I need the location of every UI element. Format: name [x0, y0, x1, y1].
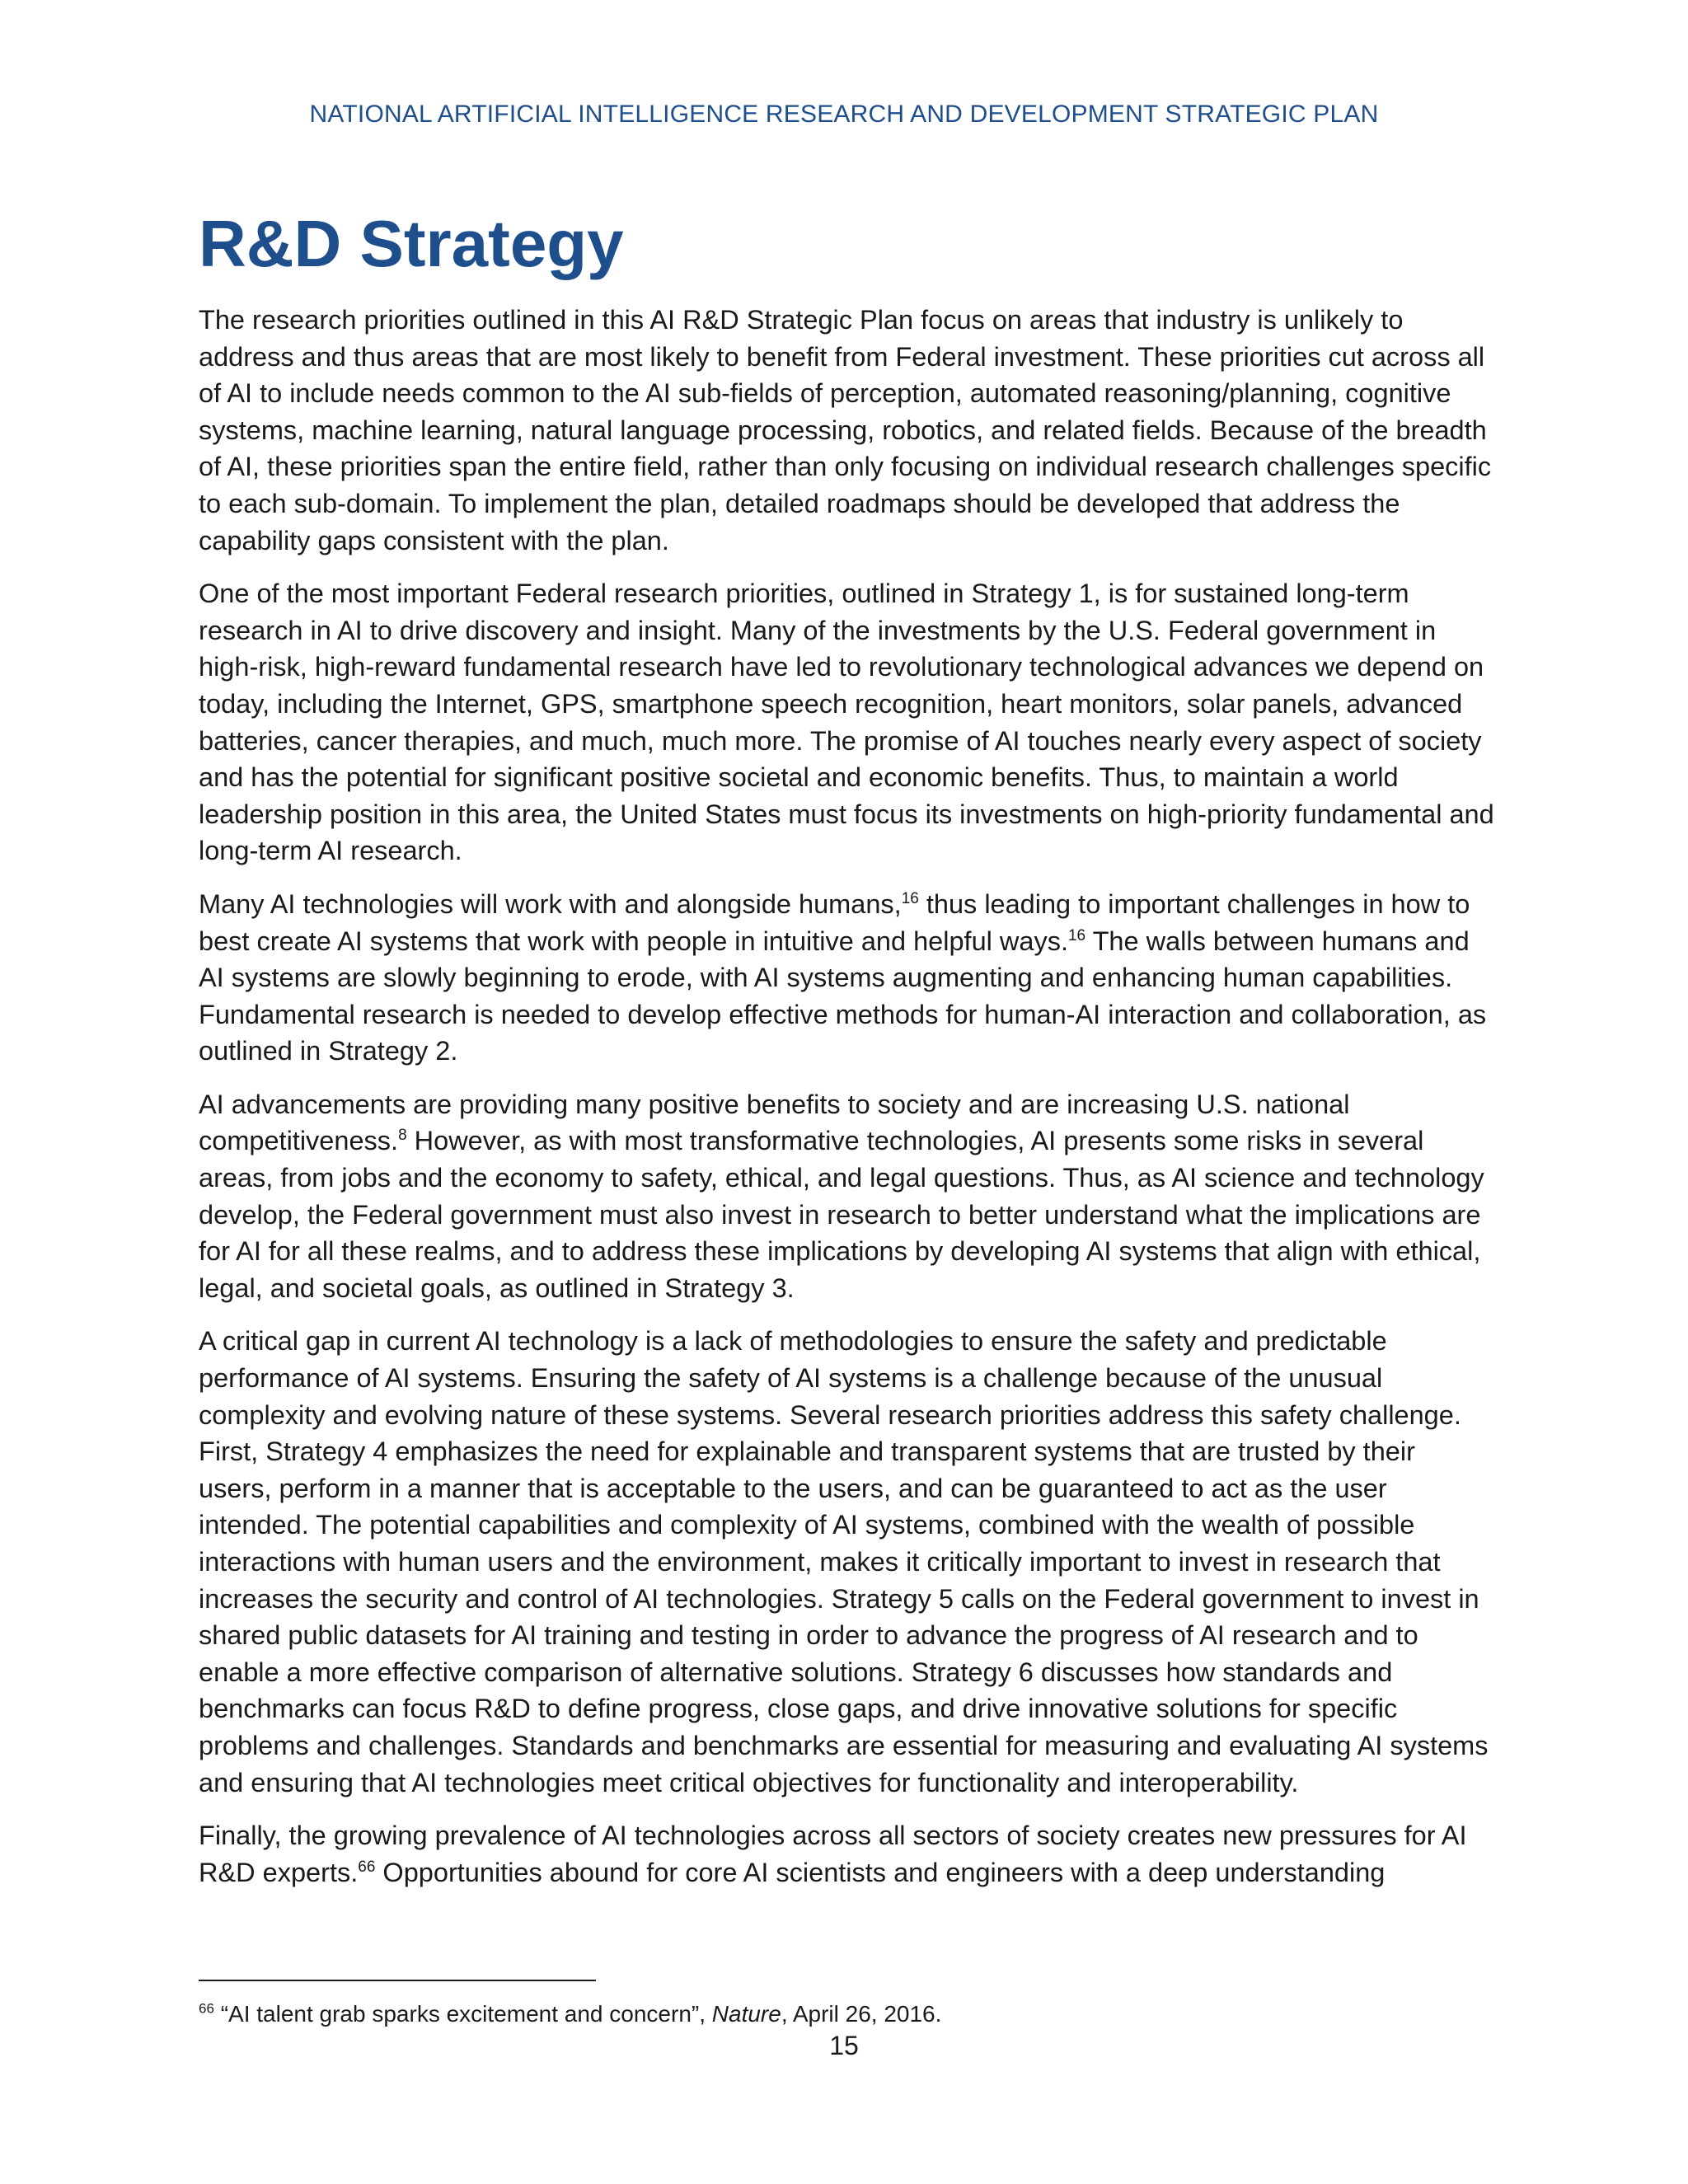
- footnote-number: 66: [199, 2000, 214, 2017]
- footnote-reference[interactable]: 16: [901, 890, 919, 908]
- paragraph-6-text-b: Opportunities abound for core AI scientists and engineers with a deep understanding: [375, 1857, 1386, 1887]
- running-header: NATIONAL ARTIFICIAL INTELLIGENCE RESEARCH AND DEVELOPMENT STRATEGIC PLAN: [309, 101, 1379, 128]
- paragraph-4: [199, 1086, 1494, 1307]
- page-number: 15: [829, 2031, 859, 2060]
- paragraph-6: [199, 1817, 1494, 1891]
- footnote-divider: [199, 1980, 596, 1981]
- paragraph-3-text-a: Many AI technologies will work with and alongside humans,: [199, 888, 902, 919]
- footnote-reference[interactable]: 8: [398, 1127, 407, 1145]
- paragraph-2: One of the most important Federal research priorities, outlined in Strategy 1, is for sustained long-term research in AI to drive discovery and insight. Many of the investments by the U.S. Federal government in high-risk, high-reward fundamental research have led to revolutionary technological advances we depend on today, including the Internet, GPS, smartphone speech recognition, heart monitors, solar panels, advanced batteries, cancer therapies, and much, much more. The promise of AI touches nearly every aspect of society and has the potential for significant positive societal and economic benefits. Thus, to maintain a world leadership position in this area, the United States must focus its investments on high-priority fundamental and long-term AI research.: [199, 579, 1494, 866]
- body-text: [199, 302, 1494, 1907]
- paragraph-4-text-b: However, as with most transformative technologies, AI presents some risks in several areas, from jobs and the economy to safety, ethical, and legal questions. Thus, as AI science and technology develop, the Federal government must also invest in research to better understand what the implications are for AI for all these realms, and to address these implications by developing AI systems that align with ethical, legal, and societal goals, as outlined in Strategy 3.: [199, 1126, 1484, 1303]
- footnote-reference[interactable]: 16: [1067, 926, 1086, 944]
- paragraph-3-text-b: thus leading to important challenges in how to best create AI systems that work with people in intuitive and helpful ways.: [199, 888, 1470, 956]
- section-title: R&D Strategy: [199, 207, 624, 280]
- paragraph-1: The research priorities outlined in this AI R&D Strategic Plan focus on areas that industry is unlikely to address and thus areas that are most likely to benefit from Federal investment. These priorities cut across all of AI to include needs common to the AI sub-fields of perception, automated reasoning/planning, cognitive systems, machine learning, natural language processing, robotics, and related fields. Because of the breadth of AI, these priorities span the entire field, rather than only focusing on individual research challenges specific to each sub-domain. To implement the plan, detailed roadmaps should be developed that address the capability gaps consistent with the plan.: [199, 305, 1492, 555]
- footnote-text-after: , April 26, 2016.: [781, 2001, 942, 2027]
- paragraph-4-text-a: AI advancements are providing many positive benefits to society and are increasing U.S. national competitiveness.: [199, 1089, 1350, 1156]
- footnote-text-before: “AI talent grab sparks excitement and concern”,: [213, 2001, 712, 2027]
- footnote-reference[interactable]: 66: [358, 1858, 376, 1876]
- paragraph-6-text-a: Finally, the growing prevalence of AI technologies across all sectors of society creates new pressures for AI R&D experts.: [199, 1821, 1467, 1887]
- paragraph-5: A critical gap in current AI technology is a lack of methodologies to ensure the safety and predictable performance of AI systems. Ensuring the safety of AI systems is a challenge because of the unusual complexity and evolving nature of these systems. Several research priorities address this safety challenge. First, Strategy 4 emphasizes the need for explainable and transparent systems that are trusted by their users, perform in a manner that is acceptable to the users, and can be guaranteed to act as the user intended. The potential capabilities and complexity of AI systems, combined with the wealth of possible interactions with human users and the environment, makes it critically important to invest in research that increases the security and control of AI technologies. Strategy 5 calls on the Federal government to invest in shared public datasets for AI training and testing in order to advance the progress of AI research and to enable a more effective comparison of alternative solutions. Strategy 6 discusses how standards and benchmarks can focus R&D to define progress, close gaps, and drive innovative solutions for specific problems and challenges. Standards and benchmarks are essential for measuring and evaluating AI systems and ensuring that AI technologies meet critical objectives for functionality and interoperability.: [199, 1326, 1489, 1797]
- footnote: [199, 1998, 1494, 2031]
- footnote-journal: Nature: [711, 2001, 781, 2027]
- paragraph-3-text-c: The walls between humans and AI systems are slowly beginning to erode, with AI systems augmenting and enhancing human capabilities. Fundamental research is needed to develop effective methods for human-AI interaction and collaboration, as outlined in Strategy 2.: [199, 926, 1487, 1066]
- paragraph-3: [199, 886, 1494, 1070]
